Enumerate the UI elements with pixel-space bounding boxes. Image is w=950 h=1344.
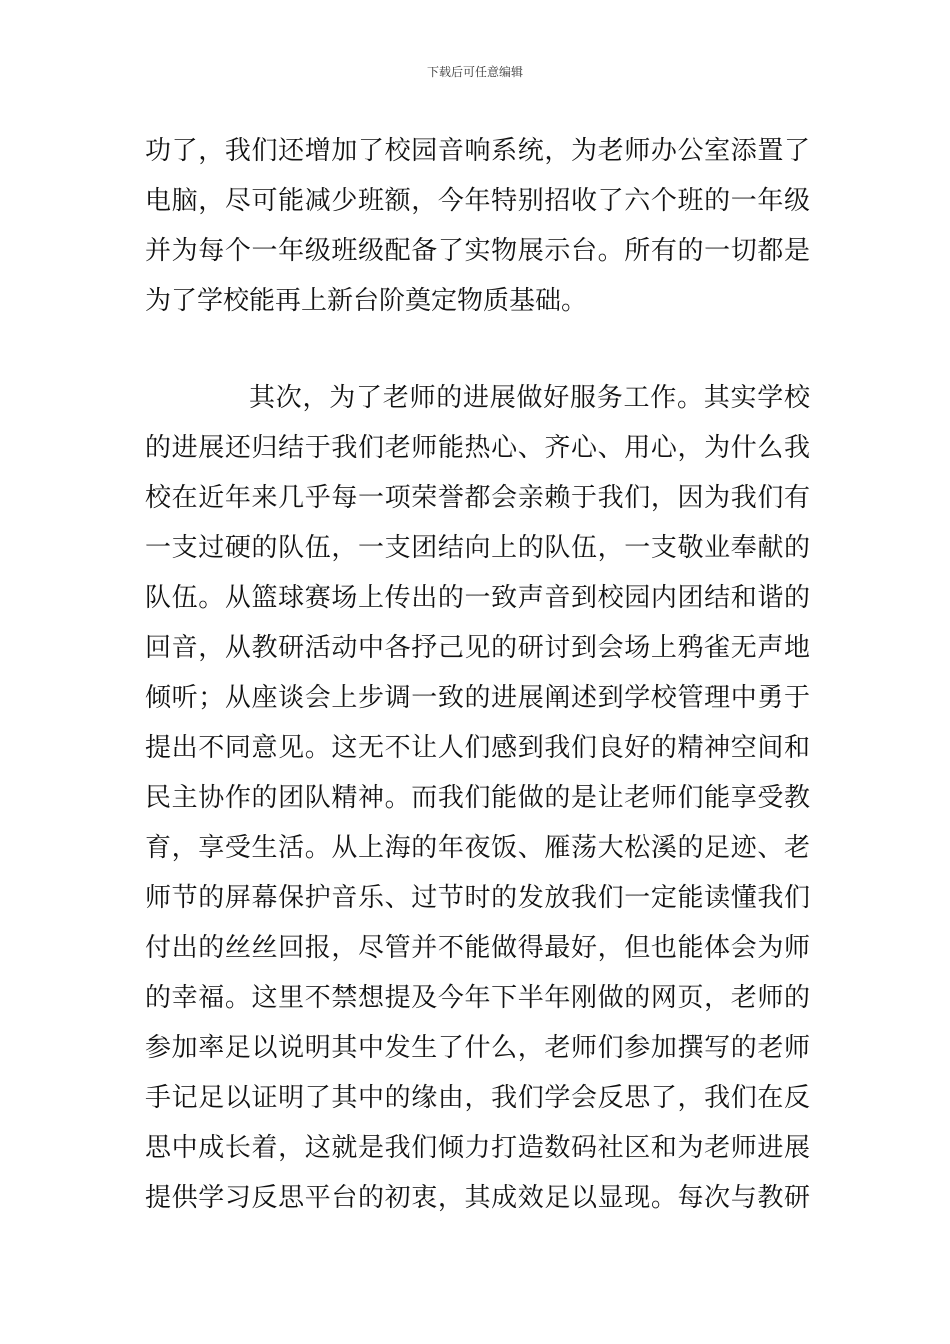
paragraph-line: 其次，为了老师的进展做好服务工作。其实学校 — [249, 383, 810, 413]
paragraph-line: 提出不同意见。这无不让人们感到我们良好的精神空间和 — [145, 733, 810, 763]
paragraph-2 — [145, 373, 810, 1223]
paragraph-line: 校在近年来几乎每一项荣誉都会亲赖于我们，因为我们有 — [145, 483, 810, 513]
paragraph-line: 并为每个一年级班级配备了实物展示台。所有的一切都是 — [145, 236, 810, 266]
paragraph-line: 手记足以证明了其中的缘由，我们学会反思了，我们在反 — [145, 1083, 810, 1113]
paragraph-line: 电脑，尽可能减少班额，今年特别招收了六个班的一年级 — [145, 186, 810, 216]
paragraph-line: 为了学校能再上新台阶奠定物质基础。 — [145, 286, 588, 316]
paragraph-line: 的幸福。这里不禁想提及今年下半年刚做的网页，老师的 — [145, 983, 810, 1013]
paragraph-line: 倾听；从座谈会上步调一致的进展阐述到学校管理中勇于 — [145, 683, 810, 713]
paragraph-line: 一支过硬的队伍，一支团结向上的队伍，一支敬业奉献的 — [145, 533, 810, 563]
paragraph-line: 思中成长着，这就是我们倾力打造数码社区和为老师进展 — [145, 1133, 810, 1163]
paragraph-line: 回音，从教研活动中各抒己见的研讨到会场上鸦雀无声地 — [145, 633, 810, 663]
paragraph-line: 参加率足以说明其中发生了什么，老师们参加撰写的老师 — [145, 1033, 810, 1063]
paragraph-line: 队伍。从篮球赛场上传出的一致声音到校园内团结和谐的 — [145, 583, 810, 613]
paragraph-line: 提供学习反思平台的初衷，其成效足以显现。每次与教研 — [145, 1183, 810, 1213]
paragraph-line: 付出的丝丝回报，尽管并不能做得最好，但也能体会为师 — [145, 933, 810, 963]
paragraph-line: 民主协作的团队精神。而我们能做的是让老师们能享受教 — [145, 783, 810, 813]
paragraph-line: 的进展还归结于我们老师能热心、齐心、用心，为什么我 — [145, 433, 810, 463]
page-header: 下载后可任意编辑 — [426, 65, 523, 79]
paragraph-line: 师节的屏幕保护音乐、过节时的发放我们一定能读懂我们 — [145, 883, 810, 913]
paragraph-1 — [145, 126, 810, 326]
paragraph-line: 功了，我们还增加了校园音响系统，为老师办公室添置了 — [145, 136, 810, 166]
paragraph-line: 育，享受生活。从上海的年夜饭、雁荡大松溪的足迹、老 — [145, 833, 810, 863]
